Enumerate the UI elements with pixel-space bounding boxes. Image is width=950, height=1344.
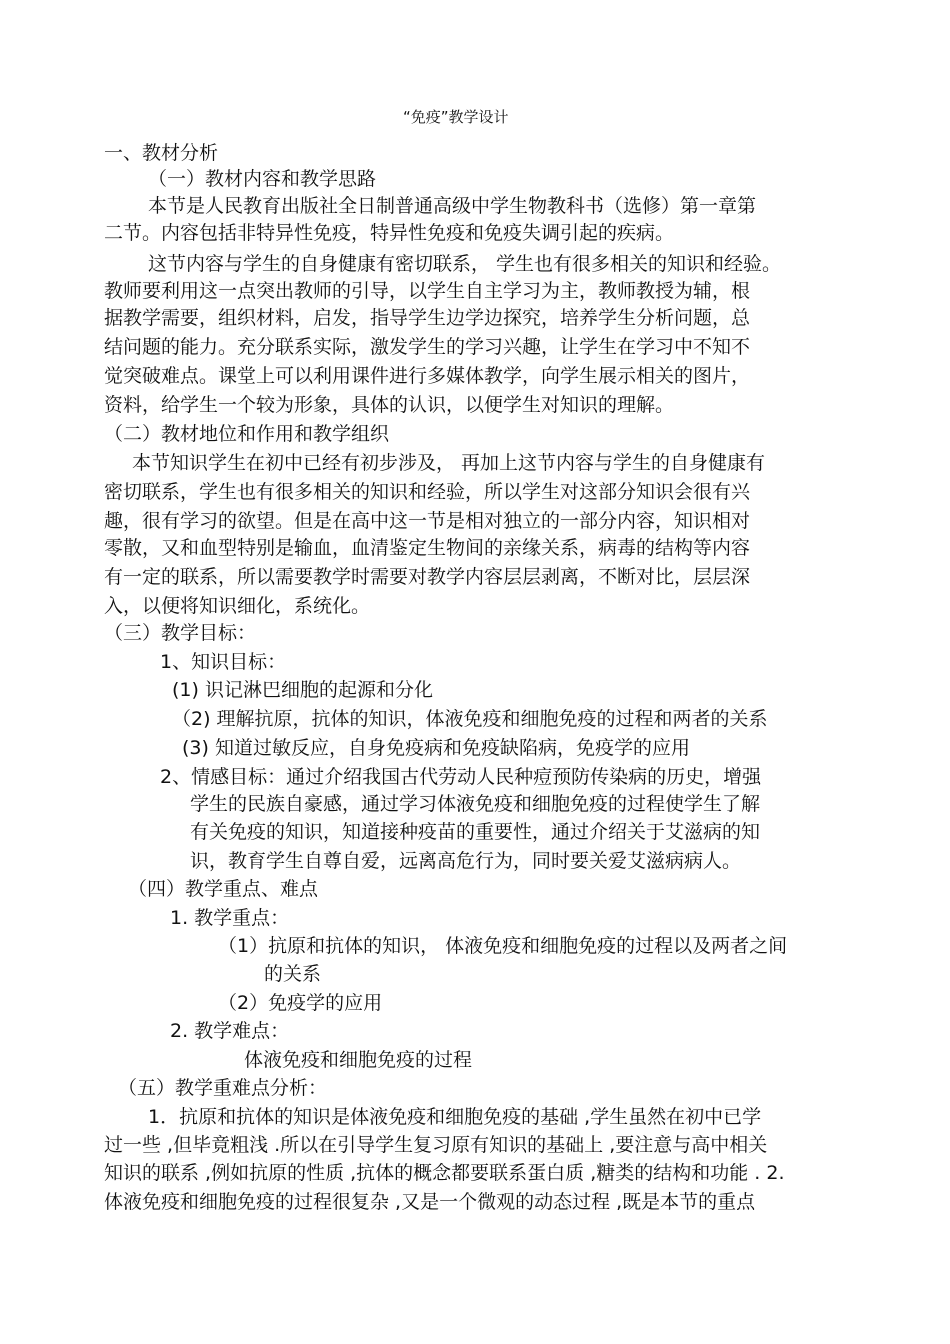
text-line: 有一定的联系，所以需要教学时需要对教学内容层层剥离，不断对比，层层深 (104, 566, 751, 588)
section-heading: 一、教材分析 (104, 142, 219, 164)
list-item: （2) 理解抗原，抗体的知识，体液免疫和细胞免疫的过程和两者的关系 (172, 708, 768, 730)
list-item: 1. 教学重点： (170, 907, 290, 929)
text-line: 1．抗原和抗体的知识是体液免疫和细胞免疫的基础 ,学生虽然在初中已学 (148, 1106, 762, 1128)
text-line: 过一些 ,但毕竟粗浅 .所以在引导学生复习原有知识的基础上 ,要注意与高中相关 (104, 1134, 768, 1156)
list-item: 2. 教学难点： (170, 1020, 290, 1042)
text-line: 零散，又和血型特别是输血，血清鉴定生物间的亲缘关系，病毒的结构等内容 (104, 537, 751, 559)
text-line: 这节内容与学生的自身健康有密切联系， 学生也有很多相关的知识和经验。 (148, 253, 782, 275)
subsection-heading: （一）教材内容和教学思路 (148, 168, 377, 190)
document-title: “免疫”教学设计 (403, 108, 509, 126)
list-item: 2、情感目标：通过介绍我国古代劳动人民种痘预防传染病的历史，增强 (160, 766, 762, 788)
subsection-heading: （五）教学重难点分析： (118, 1077, 328, 1099)
text-line: 资料，给学生一个较为形象，具体的认识，以便学生对知识的理解。 (104, 394, 675, 416)
text-line: 教师要利用这一点突出教师的引导，以学生自主学习为主，教师教授为辅，根 (104, 280, 751, 302)
text-line: 觉突破难点。课堂上可以利用课件进行多媒体教学，向学生展示相关的图片， (104, 365, 751, 387)
text-line: 结问题的能力。充分联系实际，激发学生的学习兴趣，让学生在学习中不知不 (104, 336, 751, 358)
text-line: 体液免疫和细胞免疫的过程很复杂 ,又是一个微观的动态过程 ,既是本节的重点 (104, 1191, 756, 1213)
text-line: 知识的联系 ,例如抗原的性质 ,抗体的概念都要联系蛋白质 ,糖类的结构和功能 . 2. (104, 1162, 785, 1184)
subsection-heading: （三）教学目标： (104, 622, 257, 644)
text-line: 趣，很有学习的欲望。但是在高中这一节是相对独立的一部分内容，知识相对 (104, 510, 751, 532)
text-line: 学生的民族自豪感，通过学习体液免疫和细胞免疫的过程使学生了解 (190, 793, 761, 815)
text-line: 本节知识学生在初中已经有初步涉及， 再加上这节内容与学生的自身健康有 (132, 452, 766, 474)
list-item: (3) 知道过敏反应，自身免疫病和免疫缺陷病，免疫学的应用 (182, 737, 690, 759)
text-line: 有关免疫的知识，知道接种疫苗的重要性，通过介绍关于艾滋病的知 (190, 821, 761, 843)
subsection-heading: （二）教材地位和作用和教学组织 (104, 423, 390, 445)
list-item: （2）免疫学的应用 (218, 992, 383, 1014)
text-line: 本节是人民教育出版社全日制普通高级中学生物教科书（选修）第一章第 (148, 195, 757, 217)
text-line: 密切联系，学生也有很多相关的知识和经验，所以学生对这部分知识会很有兴 (104, 481, 751, 503)
text-line: 体液免疫和细胞免疫的过程 (244, 1049, 473, 1071)
text-line: 识，教育学生自尊自爱，远离高危行为，同时要关爱艾滋病病人。 (190, 850, 742, 872)
subsection-heading: （四）教学重点、难点 (128, 878, 319, 900)
list-item: （1）抗原和抗体的知识， 体液免疫和细胞免疫的过程以及两者之间 (218, 935, 788, 957)
text-line: 二节。内容包括非特异性免疫，特异性免疫和免疫失调引起的疾病。 (104, 222, 675, 244)
text-line: 入，以便将知识细化，系统化。 (104, 595, 371, 617)
text-line: 据教学需要，组织材料，启发，指导学生边学边探究，培养学生分析问题，总 (104, 307, 751, 329)
list-item: 1、知识目标： (160, 651, 287, 673)
text-line: 的关系 (264, 963, 322, 985)
list-item: (1) 识记淋巴细胞的起源和分化 (172, 679, 433, 701)
